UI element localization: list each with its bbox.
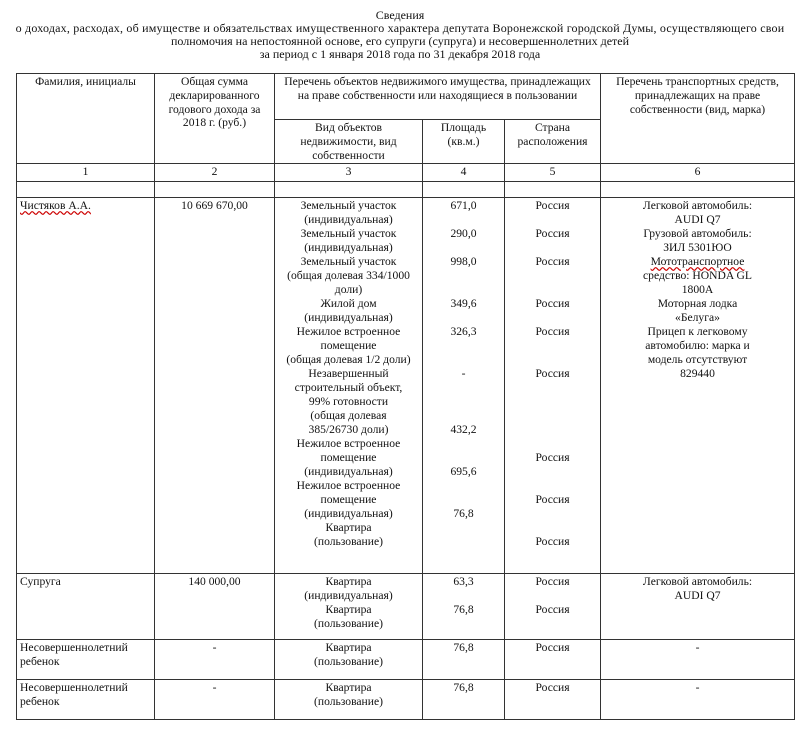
object-item: Квартира (пользование) [314, 603, 383, 631]
object-item: Жилой дом (индивидуальная) [304, 297, 393, 325]
table-header-row [17, 74, 795, 120]
vehicle-list: - [601, 640, 795, 680]
vehicle-list: - [601, 680, 795, 720]
object-item: Квартира (пользование) [314, 641, 383, 669]
column-number: 5 [505, 164, 601, 182]
person-name [17, 198, 155, 574]
person-name: Несовершеннолетний ребенок [17, 640, 155, 680]
area-value: 695,6 [450, 465, 477, 479]
area-list [423, 198, 505, 574]
country-value: Россия [535, 367, 570, 381]
object-item: Квартира (пользование) [314, 681, 383, 709]
document-period: за период с 1 января 2018 года по 31 декабря 2018 года [259, 47, 541, 61]
country-value: Россия [535, 227, 570, 241]
country-value: Россия [535, 493, 570, 507]
country-value: Россия [505, 640, 601, 680]
object-list [275, 198, 423, 574]
income-value: - [155, 680, 275, 720]
area-value: 76,8 [453, 507, 474, 521]
country-value: Россия [535, 255, 570, 269]
document-subtitle-line2: полномочия на непостоянной основе, его супруги (супруга) и несовершеннолетних детей [170, 34, 630, 48]
object-item: Земельный участок (индивидуальная) [300, 199, 397, 227]
table-row [17, 574, 795, 640]
table-row [17, 640, 795, 680]
area-value: 326,3 [450, 325, 477, 339]
person-name: Супруга [17, 574, 155, 640]
country-value: Россия [535, 325, 570, 339]
area-value: 76,8 [453, 603, 474, 617]
object-list [275, 680, 423, 720]
col-header-vehicles: Перечень транспортных средств, принадлежащих на праве собственности (вид, марка) [601, 74, 795, 164]
column-number: 6 [601, 164, 795, 182]
country-value: Россия [535, 297, 570, 311]
object-list [275, 640, 423, 680]
col-header-country: Страна расположения [505, 120, 601, 164]
col-header-realty: Перечень объектов недвижимого имущества, принадлежащих на праве собственности или находящиеся в пользовании [275, 74, 601, 120]
country-value: Россия [535, 603, 570, 617]
area-value: 998,0 [450, 255, 477, 269]
column-number: 1 [17, 164, 155, 182]
object-item: Квартира (индивидуальная) [304, 575, 393, 603]
col-header-object-type: Вид объектов недвижимости, вид собственности [275, 120, 423, 164]
area-value: 76,8 [423, 680, 505, 720]
country-value: Россия [535, 575, 570, 589]
document-header [0, 0, 800, 61]
income-value: - [155, 640, 275, 680]
area-value: 671,0 [450, 199, 477, 213]
col-header-name: Фамилия, инициалы [17, 74, 155, 164]
object-item: Квартира (пользование) [314, 521, 383, 549]
person-name-text: Чистяков А.А. [20, 199, 91, 213]
country-value: Россия [535, 199, 570, 213]
object-item: Незавершенный строительный объект, 99% готовности (общая долевая 385/26730 доли) [294, 367, 403, 437]
object-list [275, 574, 423, 640]
country-value: Россия [535, 535, 570, 549]
area-list [423, 574, 505, 640]
country-value: Россия [505, 680, 601, 720]
object-item: Нежилое встроенное помещение (индивидуальная) [296, 479, 401, 521]
country-value: Россия [535, 451, 570, 465]
vehicle-list: Легковой автомобиль: AUDI Q7 Грузовой автомобиль: ЗИЛ 5301ЮО Мототранспортное средство: HONDA GL 1800A Моторная лодка «Белуга» Прицеп к легковому автомобилю: марка и модель отсутствуют 829440 [601, 198, 795, 574]
area-value: 349,6 [450, 297, 477, 311]
object-item: Нежилое встроенное помещение (индивидуальная) [296, 437, 401, 479]
declaration-table [16, 73, 795, 720]
area-value: 76,8 [423, 640, 505, 680]
table-row [17, 680, 795, 720]
vehicle-list: Легковой автомобиль: AUDI Q7 [601, 574, 795, 640]
object-item: Земельный участок (общая долевая 334/1000 доли) [287, 255, 410, 297]
col-header-area: Площадь (кв.м.) [423, 120, 505, 164]
spacer-row [17, 182, 795, 198]
object-item: Нежилое встроенное помещение (общая долевая 1/2 доли) [286, 325, 411, 367]
col-header-income: Общая сумма декларированного годового дохода за 2018 г. (руб.) [155, 74, 275, 164]
column-number: 2 [155, 164, 275, 182]
table-row [17, 198, 795, 574]
country-list [505, 198, 601, 574]
area-value: - [461, 367, 466, 381]
column-number-row [17, 164, 795, 182]
country-list [505, 574, 601, 640]
income-value: 10 669 670,00 [155, 198, 275, 574]
area-value: 290,0 [450, 227, 477, 241]
person-name: Несовершеннолетний ребенок [17, 680, 155, 720]
area-value: 432,2 [450, 423, 477, 437]
document-title: Сведения [375, 8, 425, 22]
area-value: 63,3 [453, 575, 474, 589]
column-number: 4 [423, 164, 505, 182]
object-item: Земельный участок (индивидуальная) [300, 227, 397, 255]
column-number: 3 [275, 164, 423, 182]
income-value: 140 000,00 [155, 574, 275, 640]
document-subtitle-line1: о доходах, расходах, об имуществе и обязательствах имущественного характера депутата Воронежской городской Думы, осуществляющего свои [15, 21, 785, 35]
